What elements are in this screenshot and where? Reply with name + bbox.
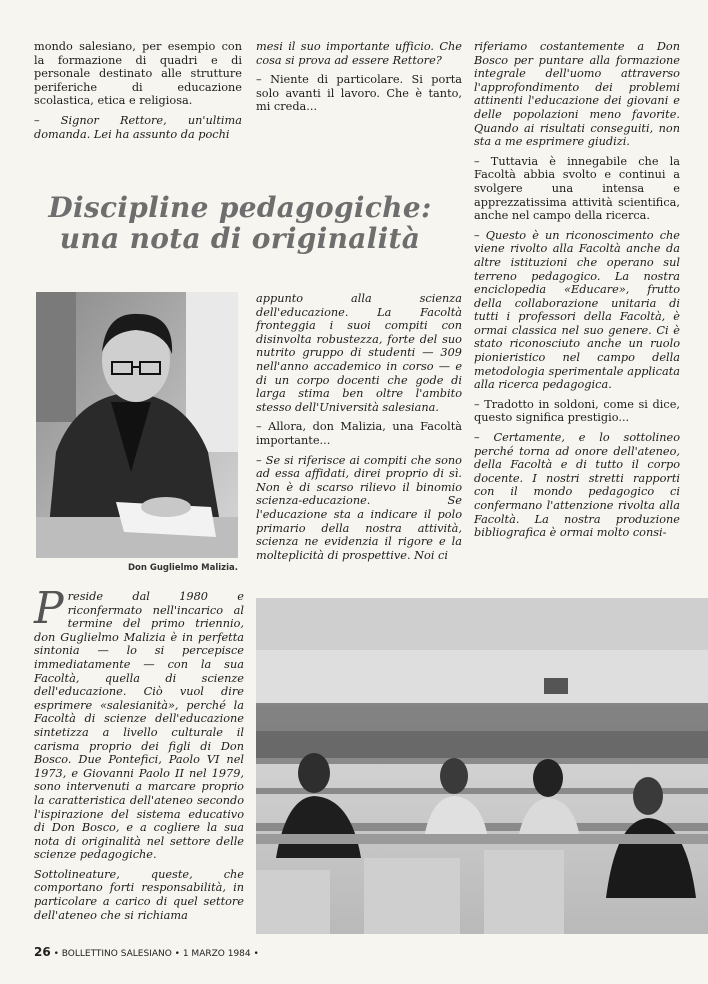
article-headline — [40, 192, 440, 254]
paragraph: – Se si riferisce ai compiti che sono ad essa affidati, direi proprio di sì. Non è di scarso rilievo il binomio scienza-educazione. Se l'educazione sta a indicare il polo primario della nostra attività, scienza ne evidenzia il rigore e la molteplicità di prospettive. Noi ci — [256, 453, 462, 562]
paragraph — [34, 583, 244, 862]
classroom-photo — [256, 598, 708, 934]
paragraph: Sottolineature, queste, che comportano forti responsabilità, in particolare a carico di quel settore dell'ateneo che si richiama — [34, 867, 244, 922]
page-footer — [34, 945, 259, 959]
right-column — [474, 40, 680, 546]
portrait-photo — [36, 292, 238, 558]
paragraph: – Tuttavia è innegabile che la Facoltà abbia svolto e continui a svolgere una intensa e apprezzatissima attività scientifica, anche nel campo della ricerca. — [474, 154, 680, 223]
intro-text: reside dal 1980 e riconfermato nell'incarico al termine del primo triennio, don Guglielmo Malizia è in perfetta sintonia — lo si percepisce immediatamente — con la sua Facoltà, quella di scienze dell'educazione. Ciò vuol dire esprimere «salesianità», perché la Facoltà di scienze dell'educazione sintetizza a livello culturale il carisma proprio dei figli di Don Bosco. Due Pontefici, Paolo VI nel 1973, e Giovanni Paolo II nel 1979, sono intervenuti a marcare proprio la caratteristica dell'ateneo secondo l'ispirazione del sistema educativo di Don Bosco, e a cogliere la sua nota di originalità nel settore delle scienze pedagogiche. — [34, 590, 244, 862]
top-column-1 — [34, 40, 242, 147]
middle-column — [256, 292, 462, 568]
paragraph: riferiamo costantemente a Don Bosco per puntare alla formazione integrale dell'uomo attraverso l'approfondimento dei problemi attinenti l'educazione dei giovani e delle popolazioni meno favorite. Quando ai risultati conseguiti, non sta a me esprimere giudizi. — [474, 40, 680, 149]
headline-line-1: Discipline pedagogiche: — [48, 191, 432, 224]
page-number: 26 — [34, 945, 51, 959]
paragraph: – Questo è un riconoscimento che viene rivolto alla Facoltà anche da altre istituzioni che operano sul terreno pedagogico. La nostra enciclopedia «Educare», frutto della collaborazione unitaria di tutti i professori della Facoltà, è ormai classica nel suo genere. Ci è stato riconosciuto anche un ruolo pionieristico nel campo della metodologia sperimentale applicata alla ricerca pedagogica. — [474, 228, 680, 392]
paragraph: – Tradotto in soldoni, come si dice, questo significa prestigio... — [474, 397, 680, 425]
paragraph: – Allora, don Malizia, una Facoltà importante... — [256, 420, 462, 447]
publication-info: • BOLLETTINO SALESIANO • 1 MARZO 1984 • — [53, 949, 259, 959]
paragraph: mondo salesiano, per esempio con la formazione di quadri e di personale destinato alle strutture periferiche di educazione scolastica, etica e religiosa. — [34, 40, 242, 108]
paragraph: – Certamente, e lo sottolineo perché torna ad onore dell'ateneo, della Facoltà e di tutto il corpo docente. I nostri stretti rapporti con il mondo pedagogico ci confermano l'attenzione rivolta alla Facoltà. La nostra produzione bibliografica è ormai molto consi- — [474, 431, 680, 540]
drop-cap: P — [34, 583, 64, 634]
intro-column — [34, 583, 244, 928]
paragraph: – Niente di particolare. Si porta solo avanti il lavoro. Che è tanto, mi creda... — [256, 73, 462, 114]
headline-line-2: una nota di originalità — [59, 222, 421, 255]
top-column-2 — [256, 40, 462, 120]
paragraph: appunto alla scienza dell'educazione. La Facoltà fronteggia i suoi compiti con disinvolta robustezza, forte del suo nutrito gruppo di studenti — 309 nell'anno accademico in corso — e di un corpo docenti che gode di larga stima ben oltre l'ambito stesso dell'Università salesiana. — [256, 292, 462, 414]
paragraph: mesi il suo importante ufficio. Che cosa si prova ad essere Rettore? — [256, 40, 462, 67]
paragraph: – Signor Rettore, un'ultima domanda. Lei ha assunto da pochi — [34, 113, 242, 141]
photo-caption: Don Guglielmo Malizia. — [127, 563, 238, 573]
